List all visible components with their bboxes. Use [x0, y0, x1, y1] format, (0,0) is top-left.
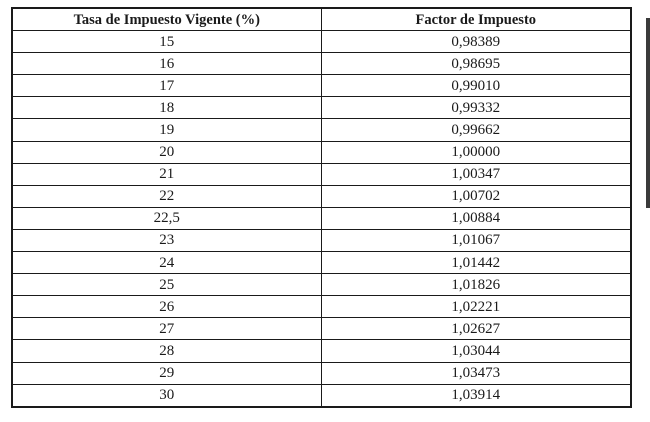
tax-factor-cell: 1,03044 [321, 340, 631, 362]
tax-factor-cell: 0,98695 [321, 53, 631, 75]
table-row [12, 384, 631, 407]
tax-rate-cell: 27 [12, 318, 321, 340]
table-row [12, 340, 631, 362]
tax-factor-cell: 0,98389 [321, 31, 631, 53]
tax-factor-cell: 1,03914 [321, 384, 631, 407]
table-row [12, 75, 631, 97]
table-row [12, 252, 631, 274]
table-row [12, 97, 631, 119]
column-header-tax-factor: Factor de Impuesto [321, 8, 631, 31]
tax-rate-cell: 26 [12, 296, 321, 318]
tax-factor-cell: 1,01826 [321, 274, 631, 296]
tax-rate-cell: 20 [12, 141, 321, 163]
tax-factor-cell: 0,99010 [321, 75, 631, 97]
header-row [12, 8, 631, 31]
table-header [12, 8, 631, 31]
page-edge-shadow [646, 18, 650, 208]
tax-rate-cell: 19 [12, 119, 321, 141]
tax-rate-cell: 22 [12, 185, 321, 207]
tax-factor-cell: 1,01442 [321, 252, 631, 274]
tax-rate-cell: 15 [12, 31, 321, 53]
table-row [12, 31, 631, 53]
table-row [12, 362, 631, 384]
tax-factor-cell: 0,99662 [321, 119, 631, 141]
table-row [12, 296, 631, 318]
tax-rate-cell: 18 [12, 97, 321, 119]
tax-rate-cell: 24 [12, 252, 321, 274]
table-row [12, 141, 631, 163]
tax-rate-cell: 16 [12, 53, 321, 75]
column-header-tax-rate: Tasa de Impuesto Vigente (%) [12, 8, 321, 31]
tax-rate-cell: 23 [12, 229, 321, 251]
table-row [12, 207, 631, 229]
tax-rate-cell: 17 [12, 75, 321, 97]
tax-factor-cell: 1,02221 [321, 296, 631, 318]
tax-factor-cell: 1,03473 [321, 362, 631, 384]
tax-factor-cell: 1,00702 [321, 185, 631, 207]
tax-rate-cell: 22,5 [12, 207, 321, 229]
table-row [12, 274, 631, 296]
tax-rate-cell: 29 [12, 362, 321, 384]
table-row [12, 318, 631, 340]
tax-factor-cell: 1,01067 [321, 229, 631, 251]
tax-rate-cell: 30 [12, 384, 321, 407]
table-body [12, 31, 631, 407]
tax-factor-cell: 1,00884 [321, 207, 631, 229]
tax-rate-cell: 25 [12, 274, 321, 296]
tax-factor-cell: 1,00347 [321, 163, 631, 185]
table-row [12, 229, 631, 251]
tax-factor-cell: 0,99332 [321, 97, 631, 119]
tax-factor-cell: 1,00000 [321, 141, 631, 163]
tax-factor-cell: 1,02627 [321, 318, 631, 340]
tax-factor-table [11, 7, 632, 408]
table-row [12, 185, 631, 207]
tax-rate-cell: 28 [12, 340, 321, 362]
tax-rate-cell: 21 [12, 163, 321, 185]
table-row [12, 163, 631, 185]
table-row [12, 53, 631, 75]
table-row [12, 119, 631, 141]
